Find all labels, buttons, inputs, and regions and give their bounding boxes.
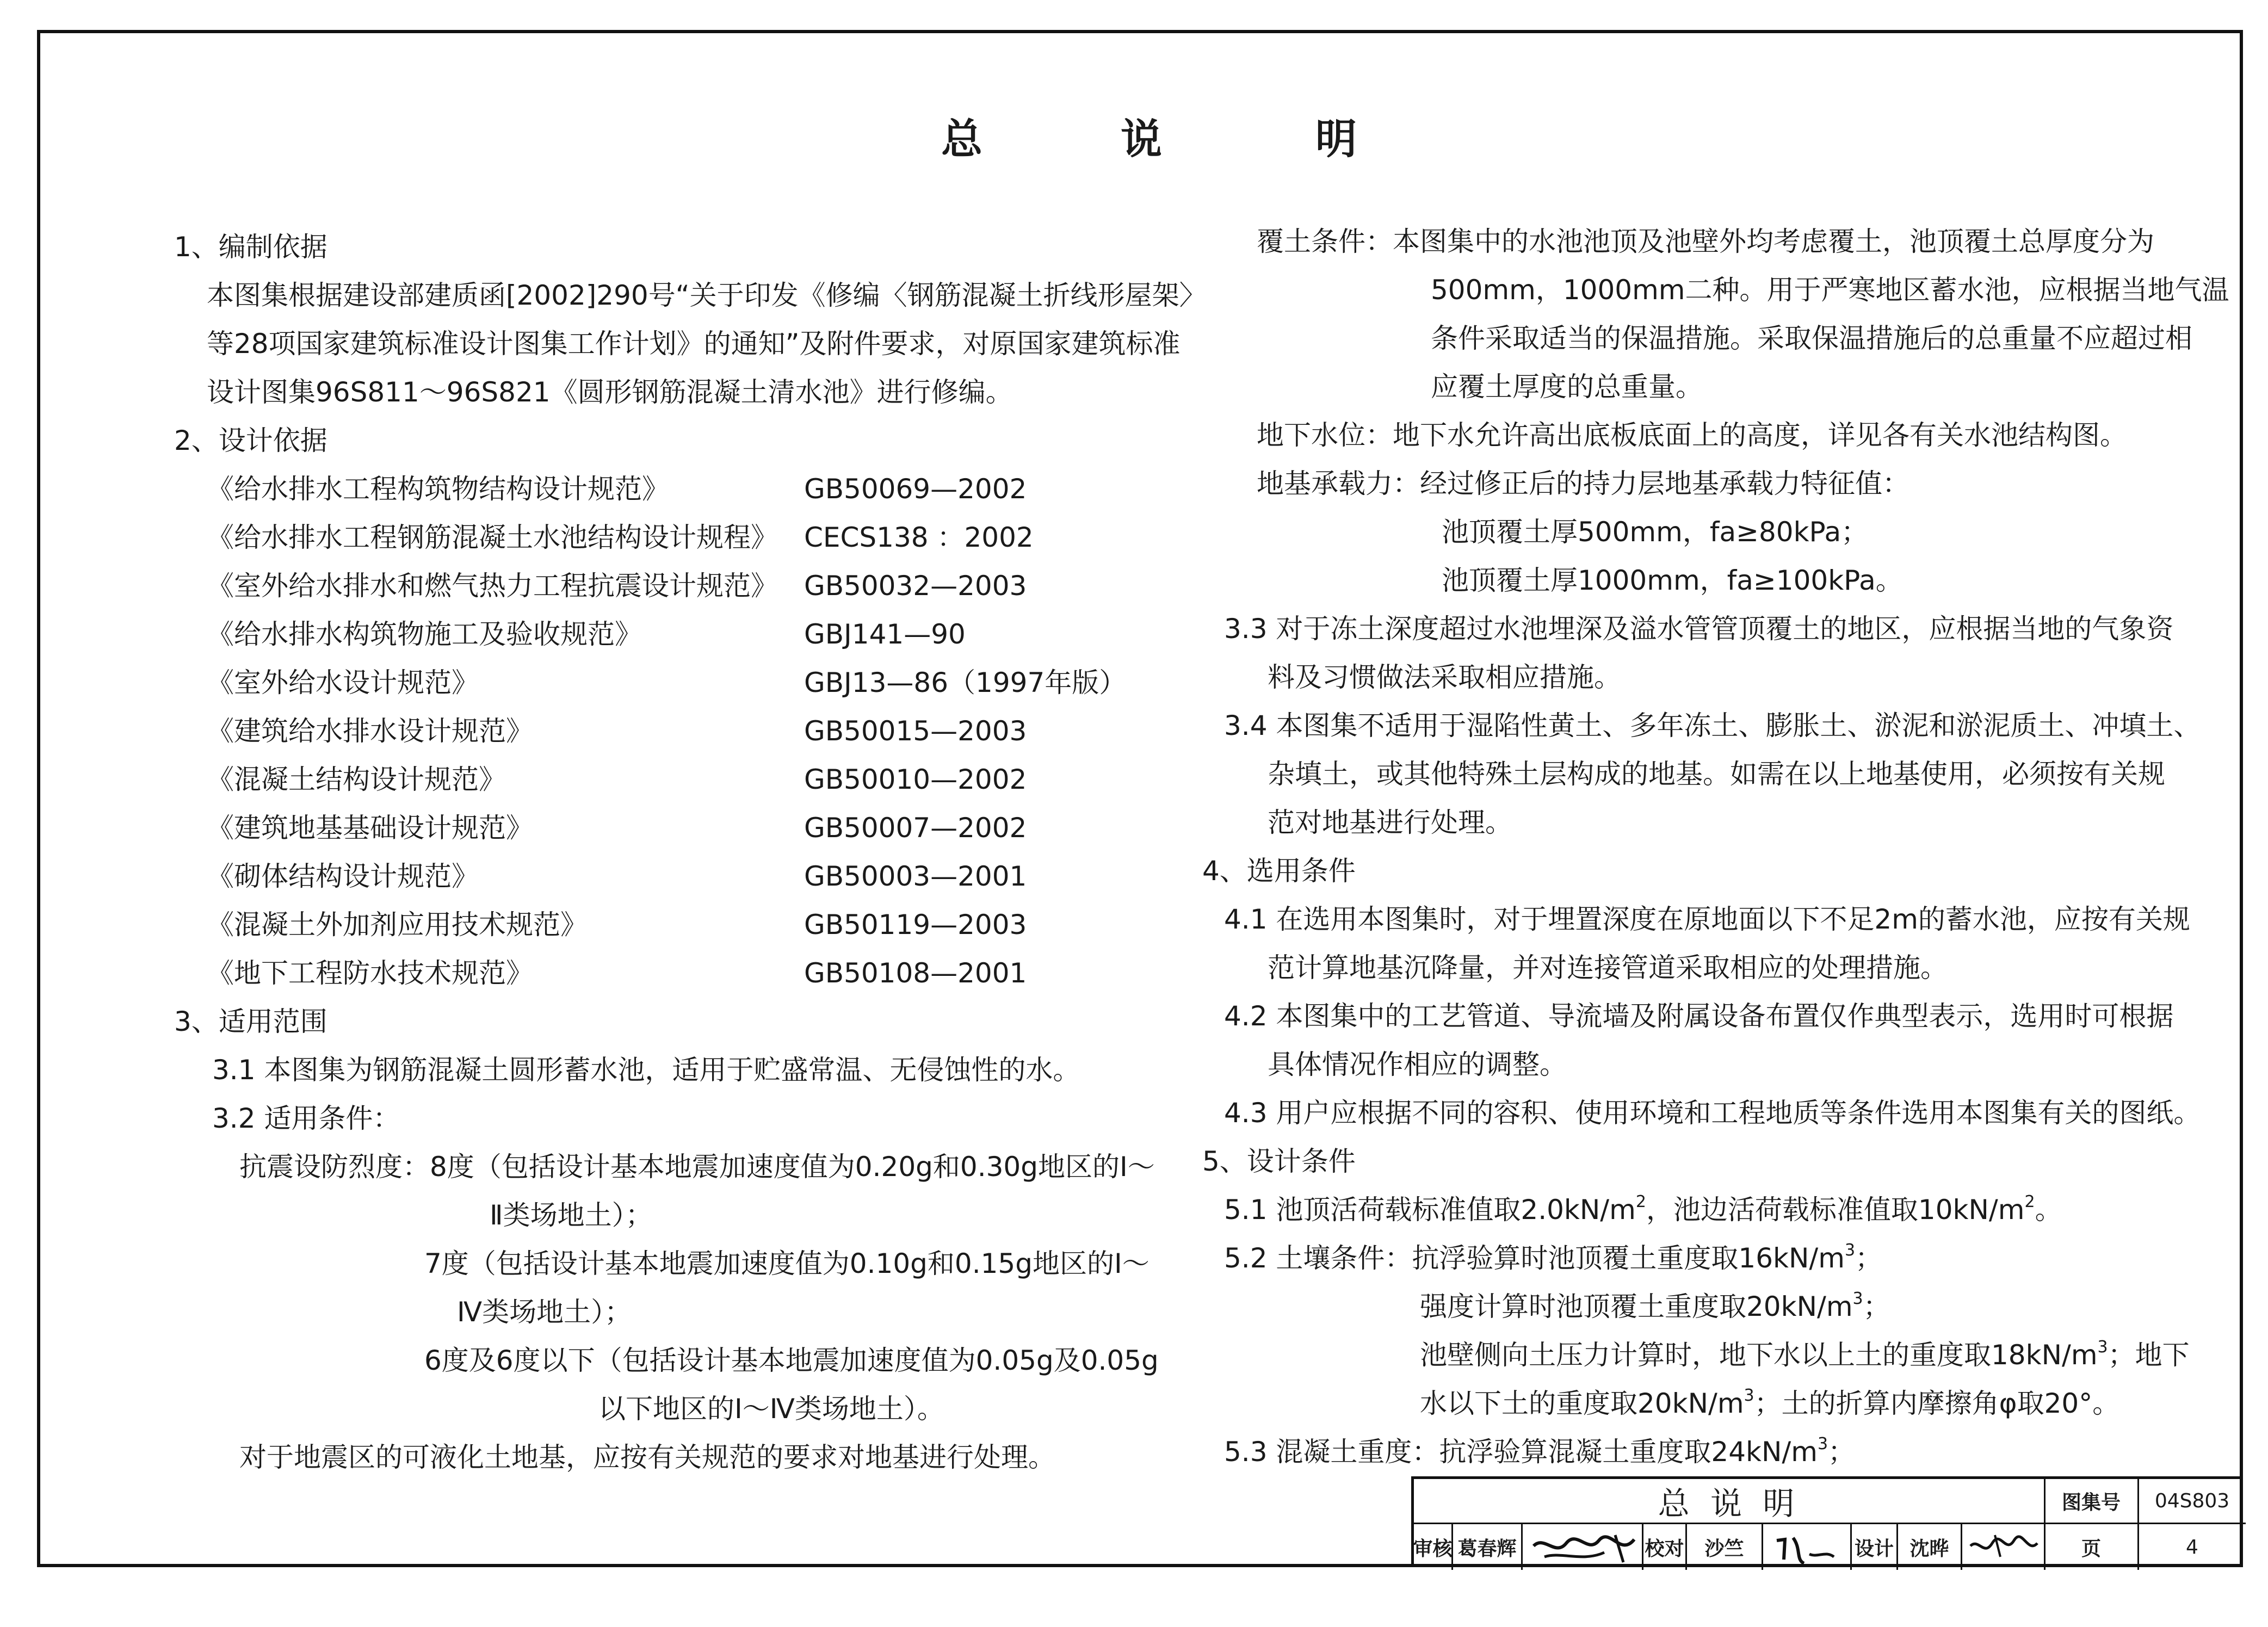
body-line-unit — [1420, 1283, 1890, 1331]
body-line: 3.4 本图集不适用于湿陷性黄土、多年冻土、膨胀土、淤泥和淤泥质土、冲填土、 — [1224, 710, 2201, 741]
body-line: 4.2 本图集中的工艺管道、导流墙及附属设备布置仅作典型表示，选用时可根据 — [1224, 1000, 2174, 1032]
body-line: Ⅱ类场地土）； — [490, 1199, 653, 1231]
heading-design-basis: 2、设计依据 — [174, 425, 327, 456]
standard-code: GB50119—2003 — [804, 909, 1027, 941]
standard-row — [207, 949, 1027, 998]
body-line: 4.1 在选用本图集时，对于埋置深度在原地面以下不足2m的蓄水池，应按有关规 — [1224, 904, 2190, 935]
standard-name: 《建筑地基基础设计规范》 — [207, 812, 533, 844]
page-title — [0, 106, 2268, 166]
right-text-column — [1202, 218, 2229, 1469]
body-line: 7度（包括设计基本地震加速度值为0.10g和0.15g地区的Ⅰ～ — [424, 1248, 1150, 1279]
body-line: 抗震设防烈度：8度（包括设计基本地震加速度值为0.20g和0.30g地区的Ⅰ～ — [239, 1151, 1155, 1183]
body-line: 本图集根据建设部建质函[2002]290号“关于印发《修编〈钢筋混凝土折线形屋架〉 — [207, 280, 1207, 311]
heading-design-conditions: 5、设计条件 — [1202, 1146, 1356, 1177]
designer-name: 沈晔 — [1898, 1524, 1962, 1570]
standard-code: GB50069—2002 — [804, 473, 1027, 505]
text-part: ； — [1863, 1291, 1890, 1322]
superscript: 2 — [2024, 1192, 2035, 1211]
superscript: 3 — [1844, 1241, 1856, 1260]
left-text-column — [174, 223, 1207, 1474]
body-line: 具体情况作相应的调整。 — [1268, 1049, 1567, 1080]
standard-code: GB50007—2002 — [804, 812, 1027, 844]
body-line: 设计图集96S811～96S821《圆形钢筋混凝土清水池》进行修编。 — [207, 376, 1013, 408]
standard-row — [207, 707, 1027, 756]
text-part: 5.2 土壤条件：抗浮验算时池顶覆土重度取16kN/m — [1224, 1242, 1845, 1274]
page-number: 4 — [2186, 1536, 2198, 1558]
design-label: 设计 — [1852, 1524, 1898, 1570]
text-part: 5.3 混凝土重度：抗浮验算混凝土重度取24kN/m — [1224, 1436, 1818, 1468]
body-line: 料及习惯做法采取相应措施。 — [1268, 661, 1621, 693]
body-line-unit — [1420, 1331, 2190, 1379]
title-char: 总 — [941, 115, 982, 163]
body-line: 地基承载力：经过修正后的持力层地基承载力特征值： — [1257, 468, 1909, 499]
checker-name: 沙竺 — [1687, 1524, 1763, 1570]
superscript: 3 — [2097, 1338, 2108, 1357]
superscript: 3 — [1744, 1386, 1754, 1405]
heading-compile-basis: 1、编制依据 — [174, 231, 327, 263]
standard-name: 《建筑给水排水设计规范》 — [207, 715, 533, 747]
standard-name: 《混凝土结构设计规范》 — [207, 764, 506, 795]
checker-signature-cell — [1763, 1524, 1852, 1570]
superscript: 2 — [1635, 1192, 1646, 1211]
title-char: 说 — [1121, 115, 1162, 163]
superscript: 3 — [1852, 1289, 1863, 1308]
standard-code: GB50108—2001 — [804, 957, 1027, 989]
standard-row — [207, 514, 1034, 562]
standard-name: 《给水排水工程构筑物结构设计规范》 — [207, 473, 669, 505]
standard-code: GB50010—2002 — [804, 764, 1027, 795]
body-line: 池顶覆土厚500mm，fa≥80kPa； — [1442, 516, 1869, 548]
atlas-number: 04S803 — [2154, 1489, 2230, 1512]
standard-name: 《室外给水设计规范》 — [207, 667, 479, 698]
title-char: 明 — [1315, 115, 1357, 163]
body-line-unit — [1420, 1379, 2119, 1428]
body-line: 3.1 本图集为钢筋混凝土圆形蓄水池，适用于贮盛常温、无侵蚀性的水。 — [212, 1054, 1080, 1086]
text-part: ； — [1828, 1436, 1856, 1468]
body-line: 对于地震区的可液化土地基，应按有关规范的要求对地基进行处理。 — [239, 1442, 1055, 1473]
reviewer-signature-cell — [1523, 1524, 1643, 1570]
atlas-label: 图集号 — [2061, 1491, 2121, 1514]
text-part: 池壁侧向土压力计算时，地下水以上土的重度取18kN/m — [1420, 1339, 2098, 1371]
text-part: ；地下 — [2108, 1339, 2190, 1371]
standard-code: GB50032—2003 — [804, 570, 1027, 602]
text-part: 水以下土的重度取20kN/m — [1420, 1388, 1744, 1419]
superscript: 3 — [1817, 1434, 1828, 1453]
standard-row — [207, 901, 1027, 949]
standard-name: 《混凝土外加剂应用技术规范》 — [207, 909, 588, 941]
standard-code: GBJ141—90 — [804, 618, 966, 650]
standard-row — [207, 804, 1027, 852]
body-line: 条件采取适当的保温措施。采取保温措施后的总重量不应超过相 — [1431, 323, 2192, 354]
body-line: 杂填土，或其他特殊土层构成的地基。如需在以上地基使用，必须按有关规 — [1268, 758, 2165, 790]
title-block — [1411, 1476, 2243, 1567]
heading-scope: 3、适用范围 — [174, 1006, 327, 1037]
body-line: 应覆土厚度的总重量。 — [1431, 371, 1703, 403]
standard-name: 《砌体结构设计规范》 — [207, 861, 479, 892]
check-label: 校对 — [1643, 1524, 1687, 1570]
standard-row — [207, 562, 1027, 610]
standard-code: GBJ13—86（1997年版） — [804, 667, 1127, 698]
designer-signature — [1962, 1524, 2044, 1570]
page-label: 页 — [2081, 1537, 2101, 1560]
standard-name: 《给水排水工程钢筋混凝土水池结构设计规程》 — [207, 522, 778, 553]
body-line: 6度及6度以下（包括设计基本地震加速度值为0.05g及0.05g — [424, 1345, 1159, 1376]
standard-row — [207, 756, 1027, 804]
body-line: 范计算地基沉降量，并对连接管道采取相应的处理措施。 — [1268, 952, 1948, 983]
body-line: 等28项国家建筑标准设计图集工作计划》的通知”及附件要求，对原国家建筑标准 — [207, 328, 1181, 360]
text-part: ；土的折算内摩擦角φ取20°。 — [1754, 1388, 2120, 1419]
text-part: 。 — [2035, 1194, 2062, 1226]
body-line: 4.3 用户应根据不同的容积、使用环境和工程地质等条件选用本图集有关的图纸。 — [1224, 1097, 2201, 1129]
text-part: ； — [1855, 1242, 1883, 1274]
standard-code: GB50015—2003 — [804, 715, 1027, 747]
body-line: 地下水位：地下水允许高出底板底面上的高度，详见各有关水池结构图。 — [1257, 419, 2127, 451]
review-label: 审核 — [1414, 1524, 1453, 1570]
text-part: ，池边活荷载标准值取10kN/m — [1646, 1194, 2025, 1226]
standard-row — [207, 852, 1027, 901]
standard-name: 《室外给水排水和燃气热力工程抗震设计规范》 — [207, 570, 778, 602]
body-line: 3.2 适用条件： — [212, 1103, 400, 1134]
standard-row — [207, 610, 966, 659]
sheet-title: 总 说 明 — [1658, 1485, 1800, 1522]
text-part: 强度计算时池顶覆土重度取20kN/m — [1420, 1291, 1853, 1322]
standard-code: CECS138 ：2002 — [804, 522, 1034, 553]
standard-code: GB50003—2001 — [804, 861, 1027, 892]
body-line: 以下地区的Ⅰ～Ⅳ类场地土）。 — [598, 1393, 944, 1425]
body-line-unit — [1224, 1186, 2062, 1234]
standard-name: 《地下工程防水技术规范》 — [207, 957, 533, 989]
standard-row — [207, 659, 1127, 707]
body-line: 覆土条件：本图集中的水池池顶及池壁外均考虑覆土，池顶覆土总厚度分为 — [1257, 226, 2154, 257]
body-line: Ⅳ类场地土）； — [457, 1296, 632, 1328]
body-line: 池顶覆土厚1000mm，fa≥100kPa。 — [1442, 565, 1903, 596]
body-line: 500mm，1000mm二种。用于严寒地区蓄水池，应根据当地气温 — [1431, 274, 2229, 306]
reviewer-signature — [1523, 1524, 1642, 1570]
standard-name: 《给水排水构筑物施工及验收规范》 — [207, 618, 642, 650]
standard-row — [207, 465, 1027, 514]
body-line-unit — [1224, 1428, 1855, 1476]
body-line: 范对地基进行处理。 — [1268, 807, 1512, 838]
reviewer-name: 葛春辉 — [1453, 1524, 1523, 1570]
body-line-unit — [1224, 1234, 1882, 1283]
text-part: 5.1 池顶活荷载标准值取2.0kN/m — [1224, 1194, 1636, 1226]
designer-signature-cell — [1962, 1524, 2044, 1570]
body-line: 3.3 对于冻土深度超过水池埋深及溢水管管顶覆土的地区，应根据当地的气象资 — [1224, 613, 2174, 645]
heading-selection: 4、选用条件 — [1202, 855, 1356, 887]
checker-signature — [1763, 1524, 1850, 1570]
